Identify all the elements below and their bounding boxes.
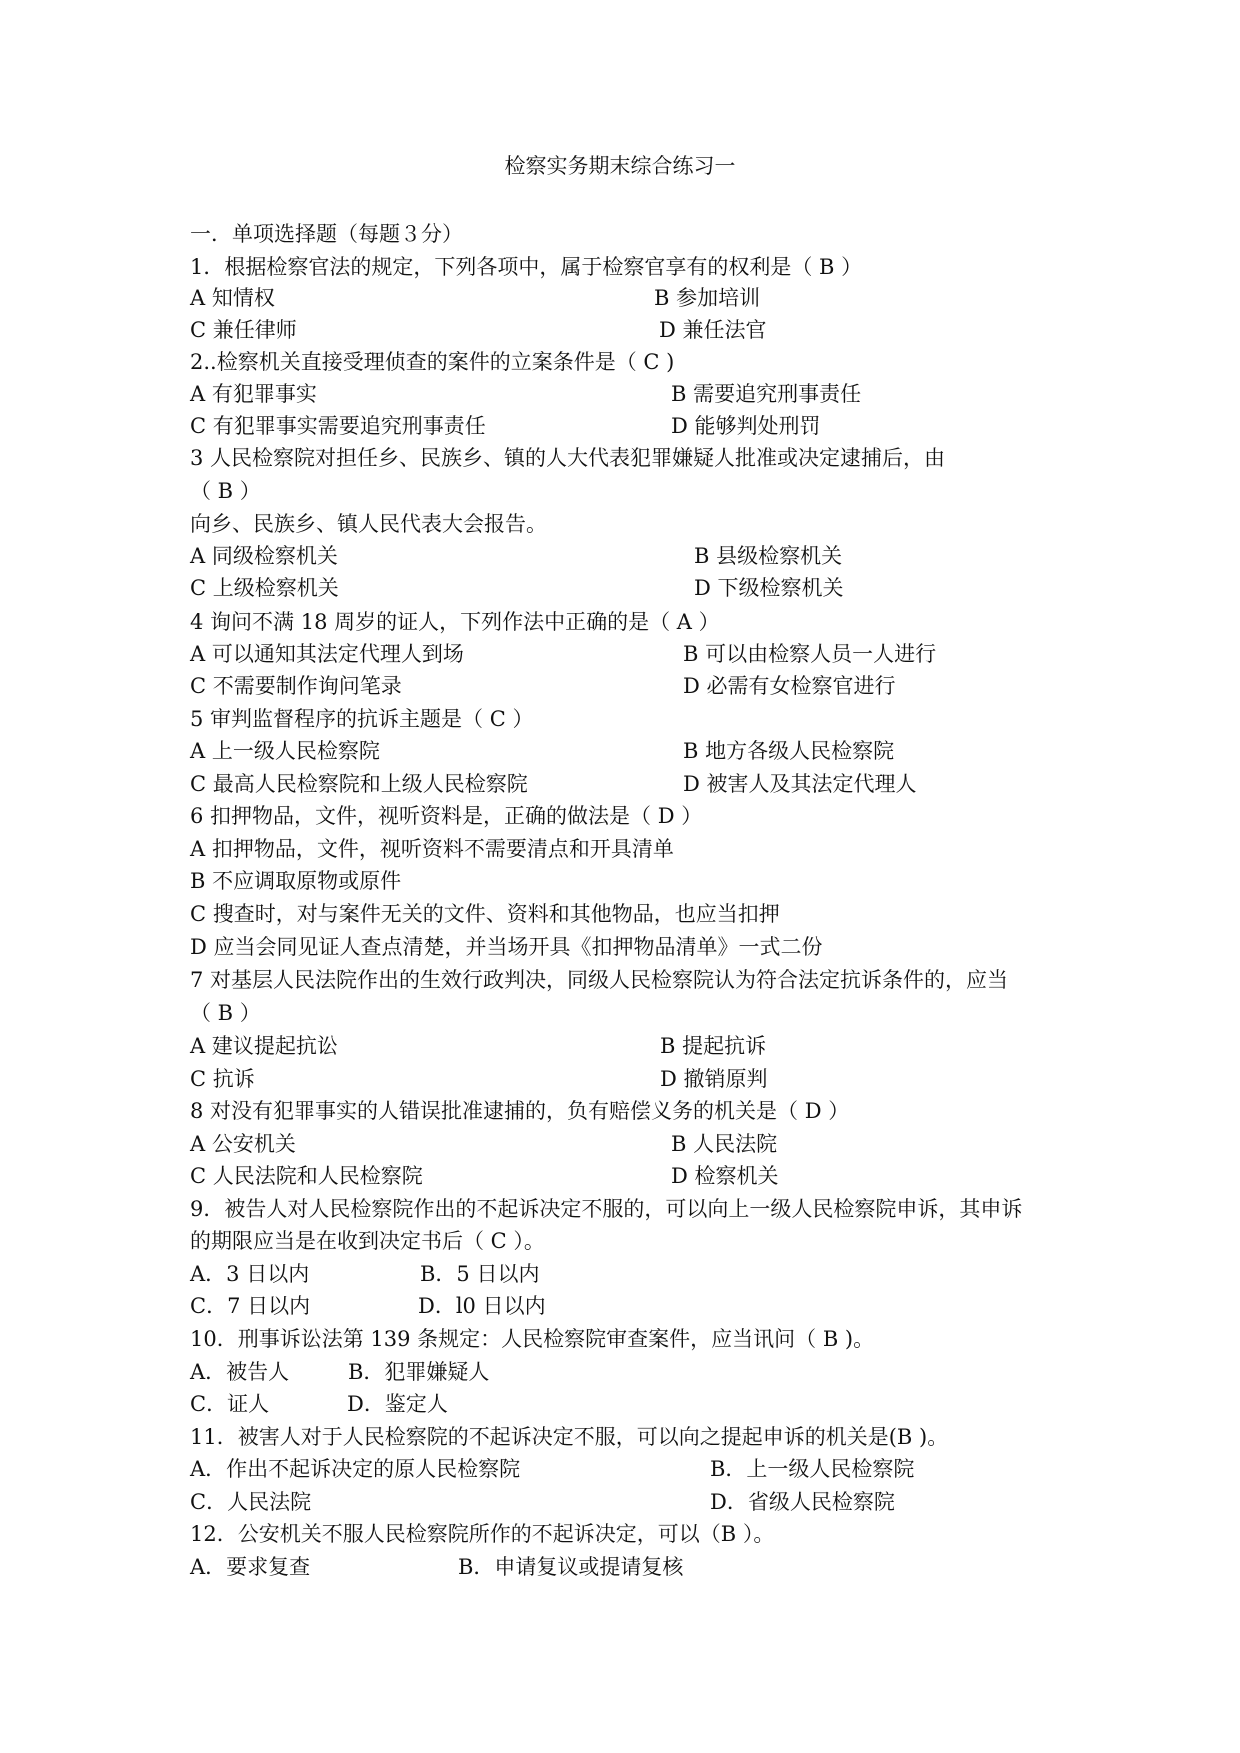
question-5-option-c: C 最高人民检察院和上级人民检察院 bbox=[190, 772, 528, 796]
question-3-stem: 3 人民检察院对担任乡、民族乡、镇的人大代表犯罪嫌疑人批准或决定逮捕后，由 bbox=[190, 446, 946, 470]
question-1-stem: 1．根据检察官法的规定，下列各项中，属于检察官享有的权利是（ B ） bbox=[190, 255, 863, 279]
question-2-option-c: C 有犯罪事实需要追究刑事责任 bbox=[190, 414, 486, 438]
question-3-option-c: C 上级检察机关 bbox=[190, 576, 339, 600]
question-9-option-b: B．5 日以内 bbox=[420, 1262, 540, 1286]
question-5-option-d: D 被害人及其法定代理人 bbox=[683, 772, 917, 796]
question-10-stem: 10．刑事诉讼法第 139 条规定：人民检察院审查案件，应当讯问（ B )。 bbox=[190, 1327, 875, 1351]
question-4-option-d: D 必需有女检察官进行 bbox=[683, 674, 896, 698]
question-3-answer-paren: （ B ） bbox=[190, 479, 261, 503]
question-12-option-b: B．申请复议或提请复核 bbox=[458, 1555, 684, 1579]
question-7-option-d: D 撤销原判 bbox=[660, 1067, 768, 1091]
question-1-option-a: A 知情权 bbox=[190, 286, 275, 310]
question-2-option-b: B 需要追究刑事责任 bbox=[671, 382, 862, 406]
question-5-option-b: B 地方各级人民检察院 bbox=[683, 739, 895, 763]
question-3-stem-cont: 向乡、民族乡、镇人民代表大会报告。 bbox=[190, 512, 547, 536]
question-2-option-d: D 能够判处刑罚 bbox=[671, 414, 821, 438]
question-10-option-a: A．被告人 bbox=[190, 1360, 290, 1384]
question-2-option-a: A 有犯罪事实 bbox=[190, 382, 317, 406]
question-1-option-d: D 兼任法官 bbox=[659, 318, 767, 342]
question-11-option-a: A．作出不起诉决定的原人民检察院 bbox=[190, 1457, 521, 1481]
question-11-option-d: D．省级人民检察院 bbox=[710, 1490, 895, 1514]
question-9-option-a: A．3 日以内 bbox=[190, 1262, 310, 1286]
question-1-option-c: C 兼任律师 bbox=[190, 318, 297, 342]
question-8-option-b: B 人民法院 bbox=[671, 1132, 778, 1156]
question-7-stem: 7 对基层人民法院作出的生效行政判决，同级人民检察院认为符合法定抗诉条件的，应当 bbox=[190, 968, 1009, 992]
question-9-option-c: C．7 日以内 bbox=[190, 1294, 311, 1318]
question-8-option-c: C 人民法院和人民检察院 bbox=[190, 1164, 423, 1188]
question-3-option-a: A 同级检察机关 bbox=[190, 544, 338, 568]
question-8-stem: 8 对没有犯罪事实的人错误批准逮捕的，负有赔偿义务的机关是（ D ） bbox=[190, 1099, 850, 1123]
question-11-option-c: C．人民法院 bbox=[190, 1490, 312, 1514]
question-4-option-c: C 不需要制作询问笔录 bbox=[190, 674, 402, 698]
question-2-stem: 2..检察机关直接受理侦查的案件的立案条件是（ C ) bbox=[190, 350, 675, 374]
question-1-option-b: B 参加培训 bbox=[654, 286, 761, 310]
question-8-option-a: A 公安机关 bbox=[190, 1132, 296, 1156]
question-4-option-b: B 可以由检察人员一人进行 bbox=[683, 642, 937, 666]
question-8-option-d: D 检察机关 bbox=[671, 1164, 779, 1188]
question-6-option-d: D 应当会同见证人查点清楚，并当场开具《扣押物品清单》一式二份 bbox=[190, 935, 823, 959]
question-7-option-a: A 建议提起抗讼 bbox=[190, 1034, 338, 1058]
question-9-stem-cont: 的期限应当是在收到决定书后（ C ）。 bbox=[190, 1229, 545, 1253]
question-9-stem: 9．被告人对人民检察院作出的不起诉决定不服的，可以向上一级人民检察院申诉，其申诉 bbox=[190, 1197, 1023, 1221]
question-3-option-d: D 下级检察机关 bbox=[694, 576, 844, 600]
question-3-option-b: B 县级检察机关 bbox=[694, 544, 843, 568]
section-heading: 一．单项选择题（每题３分） bbox=[190, 222, 463, 246]
question-9-option-d: D．l0 日以内 bbox=[418, 1294, 546, 1318]
question-7-option-c: C 抗诉 bbox=[190, 1067, 255, 1091]
question-6-option-b: B 不应调取原物或原件 bbox=[190, 869, 402, 893]
question-6-option-c: C 搜查时，对与案件无关的文件、资料和其他物品，也应当扣押 bbox=[190, 902, 780, 926]
question-4-option-a: A 可以通知其法定代理人到场 bbox=[190, 642, 464, 666]
question-5-stem: 5 审判监督程序的抗诉主题是（ C ） bbox=[190, 707, 534, 731]
question-5-option-a: A 上一级人民检察院 bbox=[190, 739, 380, 763]
question-10-option-d: D．鉴定人 bbox=[347, 1392, 448, 1416]
question-10-option-c: C．证人 bbox=[190, 1392, 270, 1416]
question-12-option-a: A．要求复查 bbox=[190, 1555, 311, 1579]
question-7-option-b: B 提起抗诉 bbox=[660, 1034, 767, 1058]
question-6-stem: 6 扣押物品，文件，视听资料是，正确的做法是（ D ） bbox=[190, 804, 703, 828]
question-10-option-b: B．犯罪嫌疑人 bbox=[348, 1360, 490, 1384]
question-11-stem: 11．被害人对于人民检察院的不起诉决定不服，可以向之提起申诉的机关是(B )。 bbox=[190, 1425, 949, 1449]
document-title: 检察实务期末综合练习一 bbox=[504, 154, 736, 178]
question-7-answer-paren: （ B ） bbox=[190, 1001, 261, 1025]
question-11-option-b: B．上一级人民检察院 bbox=[710, 1457, 915, 1481]
question-4-stem: 4 询问不满 18 周岁的证人，下列作法中正确的是（ A ） bbox=[190, 610, 720, 634]
question-6-option-a: A 扣押物品，文件，视听资料不需要清点和开具清单 bbox=[190, 837, 674, 861]
question-12-stem: 12．公安机关不服人民检察院所作的不起诉决定，可以（B ）。 bbox=[190, 1522, 775, 1546]
